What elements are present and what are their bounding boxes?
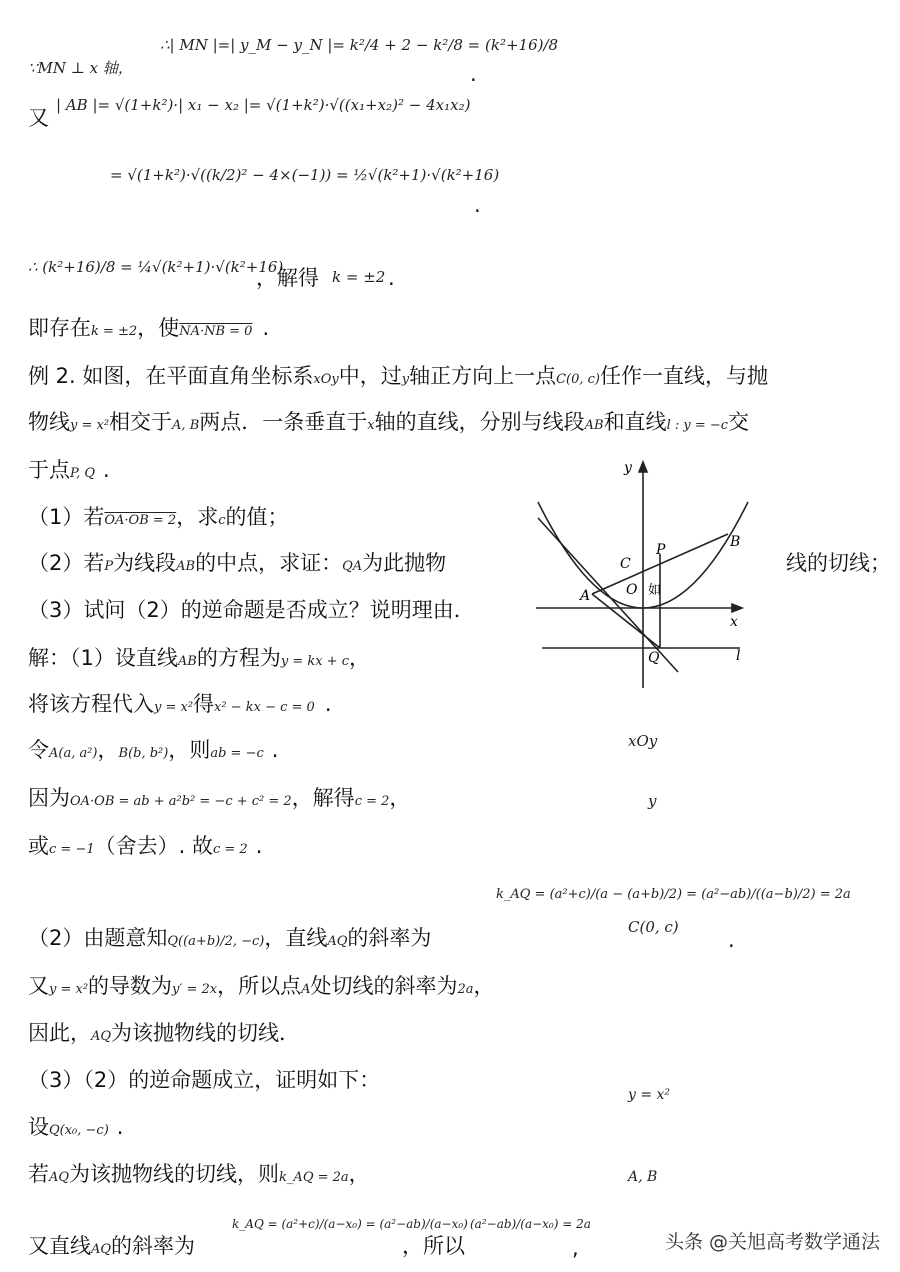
math-inline: P, Q xyxy=(70,466,96,481)
math-inline: ab = −c xyxy=(210,746,264,761)
text: 或 xyxy=(28,834,49,858)
stray-math: xOy xyxy=(628,732,658,750)
stray-math: y xyxy=(648,792,657,810)
solution-line-2 xyxy=(28,694,332,715)
text: 物线 xyxy=(28,410,70,434)
x-axis-arrow xyxy=(732,604,742,612)
text: 和直线 xyxy=(603,410,667,434)
math-inline: Q((a+b)/2, −c) xyxy=(167,934,265,949)
text: （2）若 xyxy=(28,551,105,575)
text: 两点．一条垂直于 xyxy=(199,410,368,434)
math-inline: c = 2 xyxy=(354,794,390,809)
text: ， xyxy=(389,786,411,810)
period: . xyxy=(388,266,395,290)
text: 的方程为 xyxy=(196,646,281,670)
text: （舍去）. 故 xyxy=(94,834,213,858)
math-inline: l : y = −c xyxy=(666,418,729,433)
text: ， xyxy=(348,1162,370,1186)
text: 的导数为 xyxy=(88,974,173,998)
solution-2-line-1 xyxy=(28,928,431,949)
math-inline: k_AQ = 2a xyxy=(279,1170,349,1185)
point-b-label: B xyxy=(730,534,741,550)
text: 将该方程代入 xyxy=(28,692,154,716)
text: ，解得 xyxy=(291,786,355,810)
math-inline: A(a, a²) xyxy=(49,746,98,761)
math-inline: y = kx + c xyxy=(280,654,349,669)
point-p-label: P xyxy=(656,542,666,558)
point-q-label: Q xyxy=(648,650,660,666)
example2-line2 xyxy=(28,412,749,433)
text: 为该抛物线的切线． xyxy=(111,1021,301,1045)
math-formula: = √(1+k²)·√((k/2)² − 4×(−1)) = ½√(k²+1)·√(k²+16) xyxy=(110,166,500,184)
math-inline: AB xyxy=(176,559,196,574)
question-1 xyxy=(28,507,288,528)
text: 的斜率为 xyxy=(111,1234,196,1258)
text: 又直线 xyxy=(28,1234,91,1258)
period: . xyxy=(474,193,481,217)
math-formula: (a²−ab)/(a−x₀) = 2a xyxy=(470,1217,591,1231)
math-inline: y xyxy=(401,372,410,387)
text: ，求 xyxy=(176,505,219,529)
text: （1）若 xyxy=(28,505,105,529)
origin-label: O xyxy=(626,582,638,598)
math-formula: k_AQ = (a²+c)/(a−x₀) = (a²−ab)/(a−x₀) xyxy=(232,1217,468,1231)
period: . xyxy=(470,62,477,86)
stray-char: 如 xyxy=(648,583,662,598)
text: 又 xyxy=(28,974,49,998)
solution-line-4 xyxy=(28,788,410,809)
math-inline: P xyxy=(104,559,114,574)
text: ，解得 xyxy=(256,266,319,290)
text: 轴正方向上一点 xyxy=(409,364,557,388)
math-inline: AQ xyxy=(49,1170,70,1185)
math-inline: k = ±2 xyxy=(332,268,386,286)
text: 即存在 xyxy=(28,316,91,340)
point-c-label: C xyxy=(620,556,631,572)
text: 为此抛物 xyxy=(362,551,447,575)
text: 交 xyxy=(728,410,750,434)
math-formula xyxy=(160,38,558,53)
text: ，则 xyxy=(168,738,211,762)
period: . xyxy=(324,692,332,716)
math-inline: y′ = 2x xyxy=(172,982,218,997)
solution-line-5 xyxy=(28,836,262,857)
math-inline: 2a xyxy=(457,982,474,997)
text: 令 xyxy=(28,738,49,762)
point-a-label: A xyxy=(580,588,591,604)
math-inline: c = 2 xyxy=(212,842,248,857)
math-inline: A, B xyxy=(172,418,200,433)
watermark: 头条 @关旭高考数学通法 xyxy=(664,1231,880,1253)
math-inline: xOy xyxy=(313,372,339,387)
math-inline: ∵MN ⊥ x 轴， xyxy=(28,59,133,77)
text: 为该抛物线的切线，则 xyxy=(69,1162,280,1186)
math-inline: c xyxy=(218,513,226,528)
text: 若 xyxy=(28,1162,49,1186)
period: . xyxy=(271,738,279,762)
text: 中，过 xyxy=(338,364,402,388)
stray-math: y = x² xyxy=(628,1087,671,1103)
text: ，使 xyxy=(137,316,180,340)
parabola-figure xyxy=(528,456,768,696)
text: 的中点，求证： xyxy=(195,551,343,575)
text: 得 xyxy=(193,692,215,716)
math-inline: k = ±2 xyxy=(91,324,138,339)
math-formula: k_AQ = (a²+c)/(a − (a+b)/2) = (a²−ab)/((a−b)/2) = 2a xyxy=(496,887,851,902)
line-5 xyxy=(28,318,269,339)
solution-line-3 xyxy=(28,740,278,761)
math-inline: x² − kx − c = 0 xyxy=(214,700,315,715)
text: ， xyxy=(97,738,119,762)
period: . xyxy=(103,458,110,482)
y-axis-arrow xyxy=(639,462,647,472)
formula-text: ∴| MN |=| y_M − y_N |= k²/4 + 2 − k²/8 = (k²+16)/8 xyxy=(160,36,559,54)
solution-2-line-3 xyxy=(28,1023,300,1044)
text: ，所以 xyxy=(402,1234,465,1258)
math-inline: Q(x₀, −c) xyxy=(49,1123,109,1138)
text: , xyxy=(572,1236,579,1260)
segment-aq xyxy=(592,594,660,648)
text: 为线段 xyxy=(113,551,177,575)
math-inline: y = x² xyxy=(49,982,89,997)
text: 解：（1）设直线 xyxy=(28,646,178,670)
math-inline: x xyxy=(367,418,375,433)
text: 设 xyxy=(28,1115,49,1139)
question-3: （3）试问（2）的逆命题是否成立？说明理由． xyxy=(28,598,475,622)
question-2 xyxy=(28,553,446,574)
text: 例 2. 如图，在平面直角坐标系 xyxy=(28,364,314,388)
text: 因此， xyxy=(28,1021,91,1045)
text: 的值； xyxy=(225,505,289,529)
math-inline: C(0, c) xyxy=(556,372,601,387)
solution-2-line-2 xyxy=(28,976,495,997)
math-inline: QA xyxy=(342,559,363,574)
x-axis-label: x xyxy=(730,614,738,630)
period: . xyxy=(728,928,735,952)
math-inline: NA·NB = 0 xyxy=(179,324,253,339)
text: 轴的直线，分别与线段 xyxy=(374,410,585,434)
line-l-label: l xyxy=(736,648,741,664)
math-inline: y = x² xyxy=(154,700,194,715)
text: ， xyxy=(348,646,370,670)
y-axis-label: y xyxy=(624,460,632,476)
solution-3-line-3 xyxy=(28,1164,370,1185)
math-formula: | AB |= √(1+k²)·| x₁ − x₂ |= √(1+k²)·√((x₁+x₂)² − 4x₁x₂) xyxy=(56,96,471,114)
question-2-cont: 线的切线； xyxy=(786,551,891,575)
text: 于点 xyxy=(28,458,70,482)
period: . xyxy=(116,1115,124,1139)
text-you: 又 xyxy=(28,106,49,130)
text: 处切线的斜率为 xyxy=(310,974,458,998)
solution-line-1 xyxy=(28,648,370,669)
math-inline: OA·OB = ab + a²b² = −c + c² = 2 xyxy=(70,794,292,809)
math-inline: AQ xyxy=(91,1242,112,1257)
text: ，直线 xyxy=(264,926,328,950)
example2-line3 xyxy=(28,460,110,481)
text: 相交于 xyxy=(109,410,173,434)
stray-math: A, B xyxy=(628,1169,658,1185)
solution-3-line-1: （3）（2）的逆命题成立，证明如下： xyxy=(28,1068,381,1092)
math-inline: y = x² xyxy=(70,418,110,433)
text: ， xyxy=(473,974,495,998)
solution-3-line-4 xyxy=(28,1236,195,1257)
math-inline: OA·OB = 2 xyxy=(104,513,177,528)
line-1 xyxy=(28,56,133,77)
text: 的斜率为 xyxy=(347,926,432,950)
solution-3-line-2 xyxy=(28,1117,123,1138)
math-inline: c = −1 xyxy=(49,842,95,857)
period: . xyxy=(255,834,263,858)
math-inline: A xyxy=(301,982,311,997)
period: . xyxy=(262,316,270,340)
math-inline: AB xyxy=(177,654,197,669)
example2-line1 xyxy=(28,366,768,387)
text: （2）由题意知 xyxy=(28,926,168,950)
math-formula: ∴ (k²+16)/8 = ¼√(k²+1)·√(k²+16) xyxy=(28,258,284,276)
text: 因为 xyxy=(28,786,70,810)
math-inline: AQ xyxy=(327,934,348,949)
math-inline: B(b, b²) xyxy=(118,746,169,761)
text: 任作一直线，与抛 xyxy=(600,364,769,388)
text: ，所以点 xyxy=(217,974,302,998)
math-inline: AQ xyxy=(91,1029,112,1044)
math-inline: AB xyxy=(584,418,604,433)
stray-math: C(0, c) xyxy=(628,918,679,936)
